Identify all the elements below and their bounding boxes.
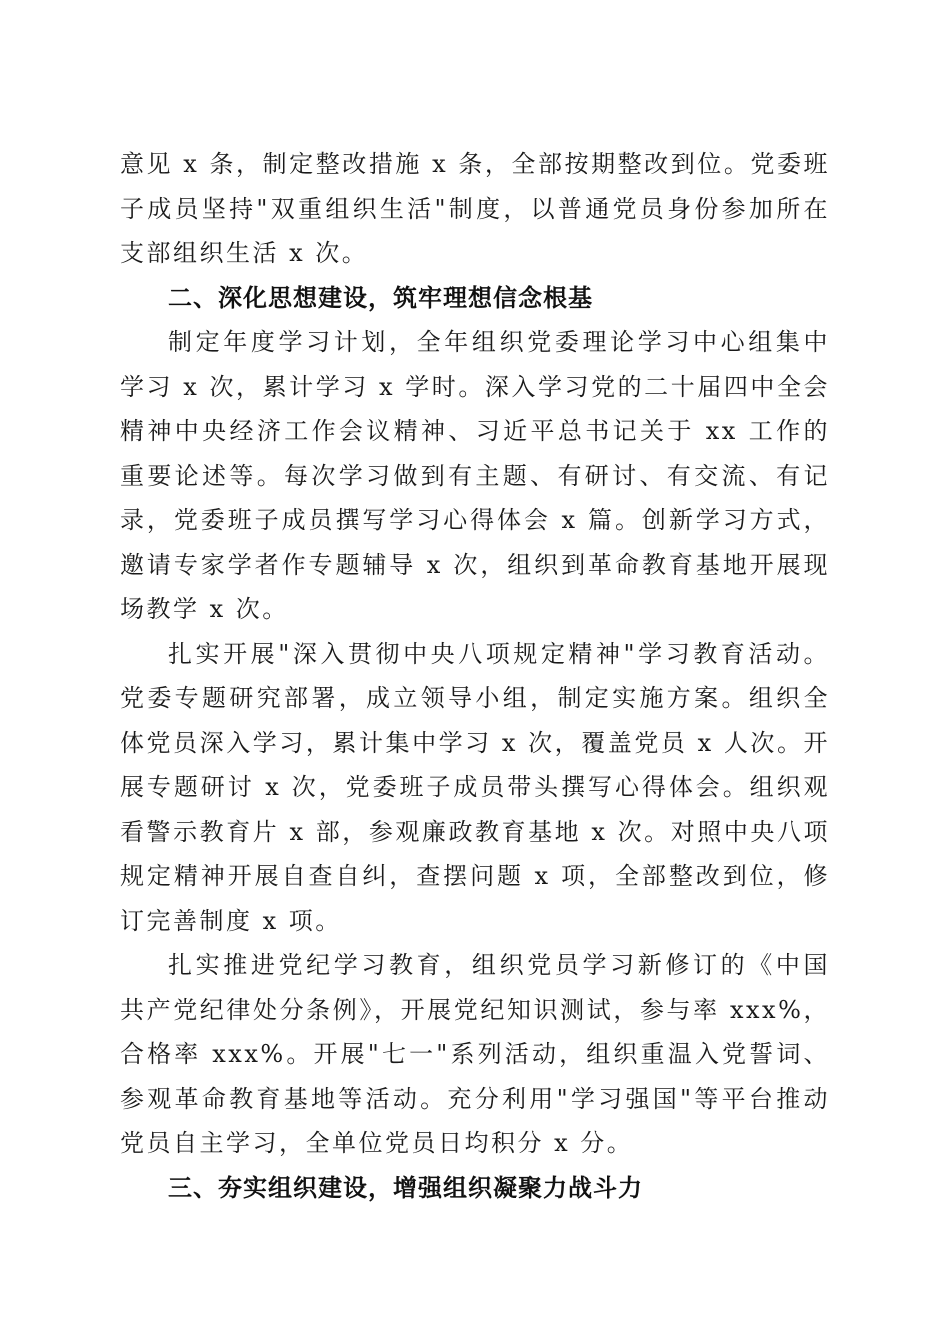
section-heading-3: 三、夯实组织建设，增强组织凝聚力战斗力 bbox=[168, 1173, 643, 1202]
document-body bbox=[120, 142, 830, 1210]
paragraph-continuation: 意见 x 条，制定整改措施 x 条，全部按期整改到位。党委班子成员坚持"双重组织生活"制度，以普通党员身份参加所在支部组织生活 x 次。 bbox=[120, 150, 830, 267]
paragraph-eight-rules: 扎实开展"深入贯彻中央八项规定精神"学习教育活动。党委专题研究部署，成立领导小组，制定实施方案。组织全体党员深入学习，累计集中学习 x 次，覆盖党员 x 人次。开展专题研讨 x 次，党委班子成员带头撰写心得体会。组织观看警示教育片 x 部，参观廉政教育基地 x 次。对照中央八项规定精神开展自查自纠，查摆问题 x 项，全部整改到位，修订完善制度 x 项。 bbox=[120, 639, 830, 935]
paragraph-discipline-education: 扎实推进党纪学习教育，组织党员学习新修订的《中国共产党纪律处分条例》，开展党纪知识测试，参与率 xxx%，合格率 xxx%。开展"七一"系列活动，组织重温入党誓词、参观革命教育基地等活动。充分利用"学习强国"等平台推动党员自主学习，全单位党员日均积分 x 分。 bbox=[120, 951, 830, 1157]
section-heading-2: 二、深化思想建设，筑牢理想信念根基 bbox=[168, 283, 593, 312]
paragraph-study-plan: 制定年度学习计划，全年组织党委理论学习中心组集中学习 x 次，累计学习 x 学时。深入学习党的二十届四中全会精神中央经济工作会议精神、习近平总书记关于 xx 工作的重要论述等。每次学习做到有主题、有研讨、有交流、有记录，党委班子成员撰写学习心得体会 x 篇。创新学习方式，邀请专家学者作专题辅导 x 次，组织到革命教育基地开展现场教学 x 次。 bbox=[120, 328, 830, 623]
